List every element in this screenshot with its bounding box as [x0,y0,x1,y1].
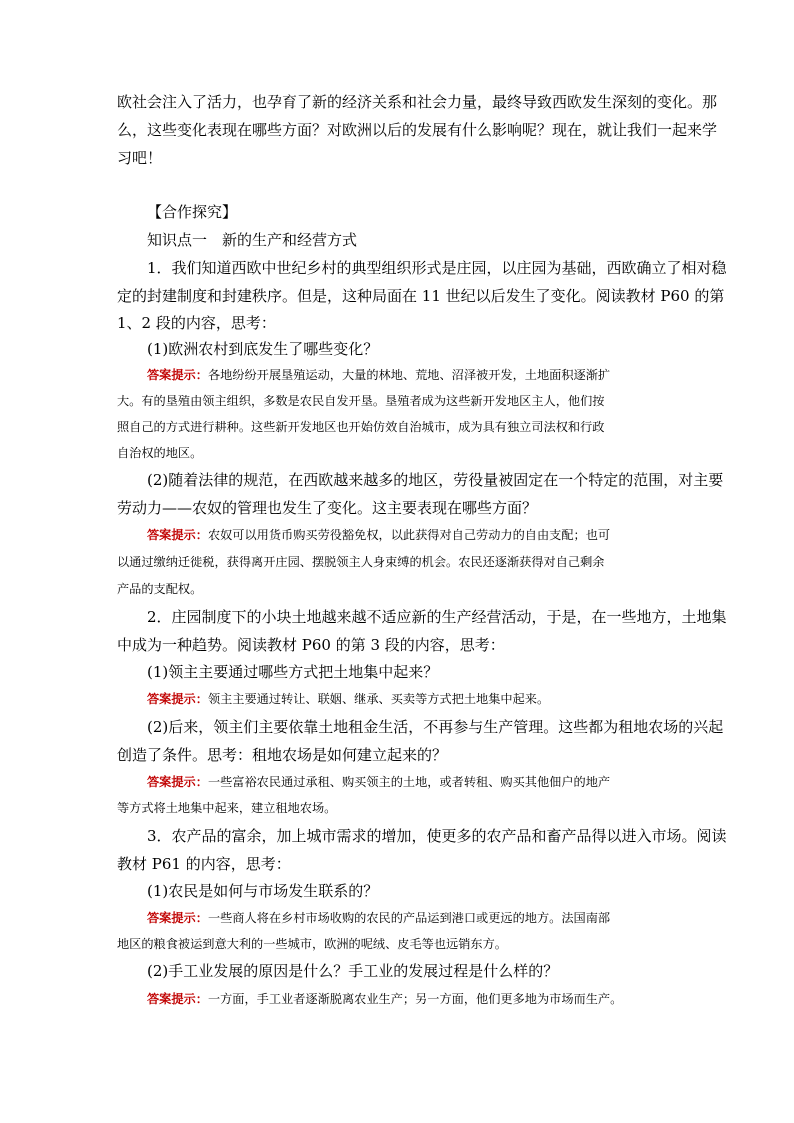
answer-label: 答案提示： [147,528,208,542]
q1-answer2-line-2: 以通过缴纳迁徙税，获得离开庄园、摆脱领主人身束缚的机会。农民还逐渐获得对自己剩余 [117,555,605,569]
intro-line-1: 欧社会注入了活力，也孕育了新的经济关系和社会力量，最终导致西欧发生深刻的变化。那 [117,93,718,111]
answer-label: 答案提示： [147,692,208,706]
q2-answer2-line-1: 答案提示：一些富裕农民通过承租、购买领主的土地，或者转租、购买其他佃户的地产 [147,775,611,789]
answer-label: 答案提示： [147,992,208,1006]
q1-answer1-line-3: 照自己的方式进行耕种。这些新开发地区也开始仿效自治城市，成为具有独立司法权和行政 [117,420,605,434]
q3-sub1: (1)农民是如何与市场发生联系的？ [147,882,379,900]
q2-sub1: (1)领主主要通过哪些方式把土地集中起来？ [147,663,439,681]
q2-answer1-line-1: 答案提示：领主主要通过转让、联姻、继承、买卖等方式把土地集中起来。 [147,692,550,706]
q2-answer2-line-2: 等方式将土地集中起来，建立租地农场。 [117,801,337,815]
section-heading: 【合作探究】 [147,203,238,221]
q1-answer2-line-1: 答案提示：农奴可以用货币购买劳役豁免权，以此获得对自己劳动力的自由支配；也可 [147,528,611,542]
q3-answer2-line-1: 答案提示：一方面，手工业者逐渐脱离农业生产；另一方面，他们更多地为市场而生产。 [147,992,623,1006]
q1-sub1: (1)欧洲农村到底发生了哪些变化？ [147,340,379,358]
q2-line-1: 2．庄园制度下的小块土地越来越不适应新的生产经营活动，于是，在一些地方，土地集 [147,608,727,626]
q3-answer1-line-2: 地区的粮食被运到意大利的一些城市，欧洲的呢绒、皮毛等也远销东方。 [117,937,507,951]
intro-line-2: 么，这些变化表现在哪些方面？对欧洲以后的发展有什么影响呢？现在，就让我们一起来学 [117,121,718,139]
q3-sub2: (2)手工业发展的原因是什么？手工业的发展过程是什么样的？ [147,962,559,980]
q1-line-1: 1．我们知道西欧中世纪乡村的典型组织形式是庄园，以庄园为基础，西欧确立了相对稳 [147,259,727,277]
q1-sub2-line-1: (2)随着法律的规范，在西欧越来越多的地区，劳役量被固定在一个特定的范围，对主要 [147,471,724,489]
q1-answer2-line-3: 产品的支配权。 [117,582,203,596]
q1-line-2: 定的封建制度和封建秩序。但是，这种局面在 11 世纪以后发生了变化。阅读教材 P60 的第 [117,287,725,305]
q3-answer1-line-1: 答案提示：一些商人将在乡村市场收购的农民的产品运到港口或更远的地方。法国南部 [147,911,611,925]
answer-label: 答案提示： [147,911,208,925]
q1-answer1-line-1: 答案提示：各地纷纷开展垦殖运动，大量的林地、荒地、沼泽被开发，土地面积逐渐扩 [147,368,611,382]
q1-answer1-line-4: 自治权的地区。 [117,446,203,460]
answer-label: 答案提示： [147,368,208,382]
q2-sub2-line-1: (2)后来，领主们主要依靠土地租金生活，不再参与生产管理。这些都为租地农场的兴起 [147,718,724,736]
q2-line-2: 中成为一种趋势。阅读教材 P60 的第 3 段的内容，思考： [117,636,505,654]
q1-answer1-line-2: 大。有的垦殖由领主组织，多数是农民自发开垦。垦殖者成为这些新开发地区主人，他们按 [117,394,605,408]
q3-line-1: 3．农产品的富余，加上城市需求的增加，使更多的农产品和畜产品得以进入市场。阅读 [147,827,727,845]
q3-line-2: 教材 P61 的内容，思考： [117,855,291,873]
q2-sub2-line-2: 创造了条件。思考：租地农场是如何建立起来的？ [117,746,448,764]
knowledge-point-title: 知识点一 新的生产和经营方式 [147,231,358,249]
answer-label: 答案提示： [147,775,208,789]
q1-sub2-line-2: 劳动力——农奴的管理也发生了变化。这主要表现在哪些方面？ [117,499,538,517]
q1-line-3: 1、2 段的内容，思考： [117,314,276,332]
intro-line-3: 习吧！ [117,149,163,167]
